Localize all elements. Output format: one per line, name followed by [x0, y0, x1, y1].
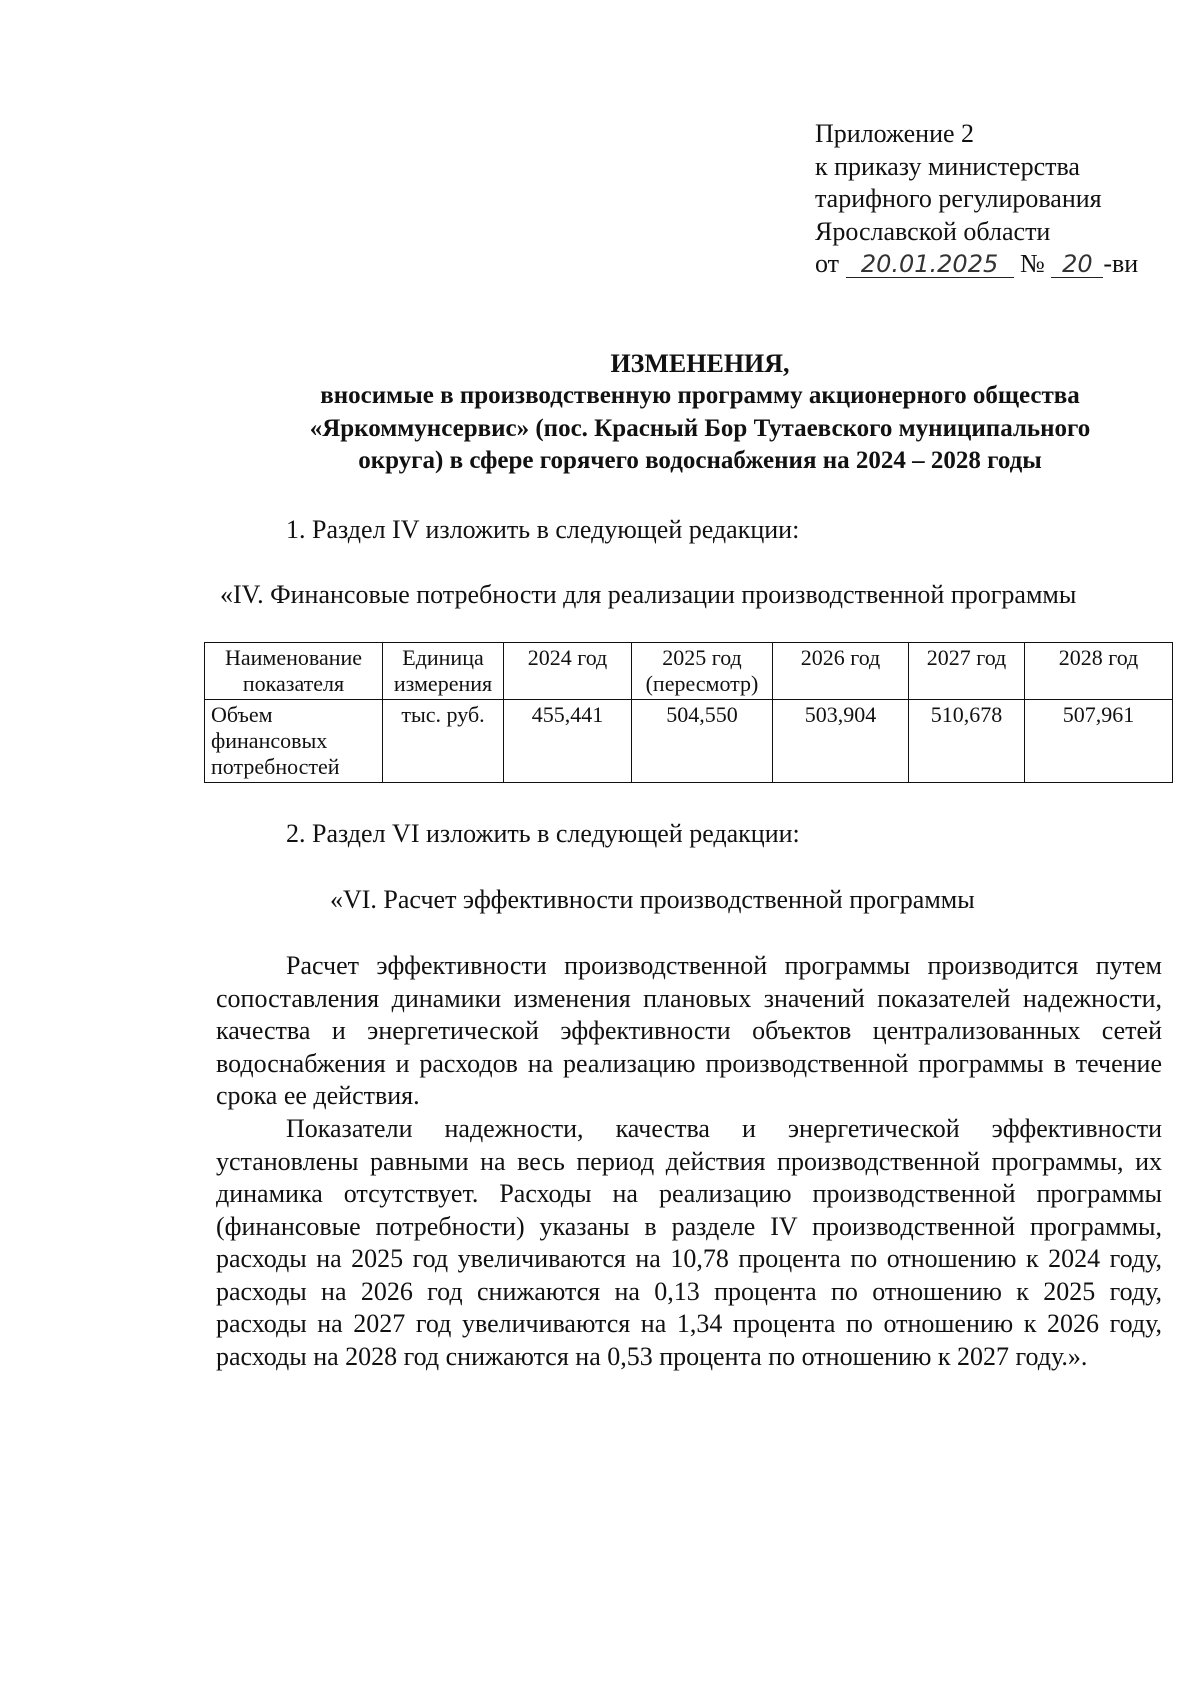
table-header-cell: Единица измерения — [383, 643, 504, 700]
table-cell-value: 503,904 — [773, 700, 909, 783]
document-title — [200, 348, 1200, 478]
appendix-line-1: Приложение 2 — [815, 119, 975, 148]
section-4-title: «IV. Финансовые потребности для реализации производственной программы — [220, 580, 1077, 609]
appendix-block — [815, 118, 1175, 281]
financial-needs-table — [204, 642, 1173, 783]
handwritten-number: 20 — [1051, 251, 1103, 278]
table-cell-value: 504,550 — [632, 700, 773, 783]
table-cell-unit: тыс. руб. — [383, 700, 504, 783]
paragraph-2: Показатели надежности, качества и энергетической эффективности установлены равными на весь период действия производственной программы, их динамика отсутствует. Расходы на реализацию производственной программы (финансовые потребности) указаны в разделе IV производственной программы, расходы на 2025 год увеличиваются на 10,78 процента по отношению к 2024 году, расходы на 2026 год снижаются на 0,13 процента по отношению к 2025 году, расходы на 2027 год увеличиваются на 1,34 процента по отношению к 2026 году, расходы на 2028 год снижаются на 0,53 процента по отношению к 2027 году.». — [216, 1114, 1162, 1371]
table-header-cell: 2024 год — [504, 643, 632, 700]
table-header-cell: 2028 год — [1025, 643, 1173, 700]
table-cell-value: 455,441 — [504, 700, 632, 783]
paragraph-2-block — [216, 1113, 1162, 1373]
handwritten-date: 20.01.2025 — [846, 251, 1014, 278]
title-line-1: вносимые в производственную программу акционерного общества — [320, 382, 1080, 409]
title-main: ИЗМЕНЕНИЯ, — [610, 349, 790, 378]
date-prefix: от — [815, 249, 840, 278]
title-line-3: округа) в сфере горячего водоснабжения на 2024 – 2028 годы — [358, 447, 1042, 474]
table-cell-value: 510,678 — [909, 700, 1025, 783]
number-prefix: № — [1020, 249, 1045, 278]
table-header-cell: 2027 год — [909, 643, 1025, 700]
section-6-title: «VI. Расчет эффективности производственной программы — [330, 885, 975, 914]
item-2: 2. Раздел VI изложить в следующей редакции: — [286, 819, 800, 848]
appendix-line-2: к приказу министерства — [815, 151, 1080, 181]
table-cell-indicator: Объем финансовых потребностей — [205, 700, 383, 783]
appendix-line-3: тарифного регулирования — [815, 184, 1102, 213]
appendix-line-4: Ярославской области — [815, 216, 1051, 246]
title-line-2: «Яркоммунсервис» (пос. Красный Бор Тутаевского муниципального — [309, 414, 1091, 442]
table-cell-value: 507,961 — [1025, 700, 1173, 783]
paragraph-1: Расчет эффективности производственной программы производится путем сопоставления динамики изменения плановых значений показателей надежности, качества и энергетической эффективности объектов централизованных сетей водоснабжения и расходов на реализацию производственной программы в течение срока ее действия. — [216, 951, 1162, 1110]
table-header-row — [205, 643, 1173, 700]
table-header-cell: 2025 год (пересмотр) — [632, 643, 773, 700]
appendix-date-line — [815, 248, 1175, 281]
number-suffix: -ви — [1103, 249, 1139, 278]
paragraph-1-block — [216, 950, 1162, 1113]
table-header-cell: Наименование показателя — [205, 643, 383, 700]
table-header-cell: 2026 год — [773, 643, 909, 700]
item-1: 1. Раздел IV изложить в следующей редакции: — [286, 515, 800, 544]
table-row — [205, 700, 1173, 783]
